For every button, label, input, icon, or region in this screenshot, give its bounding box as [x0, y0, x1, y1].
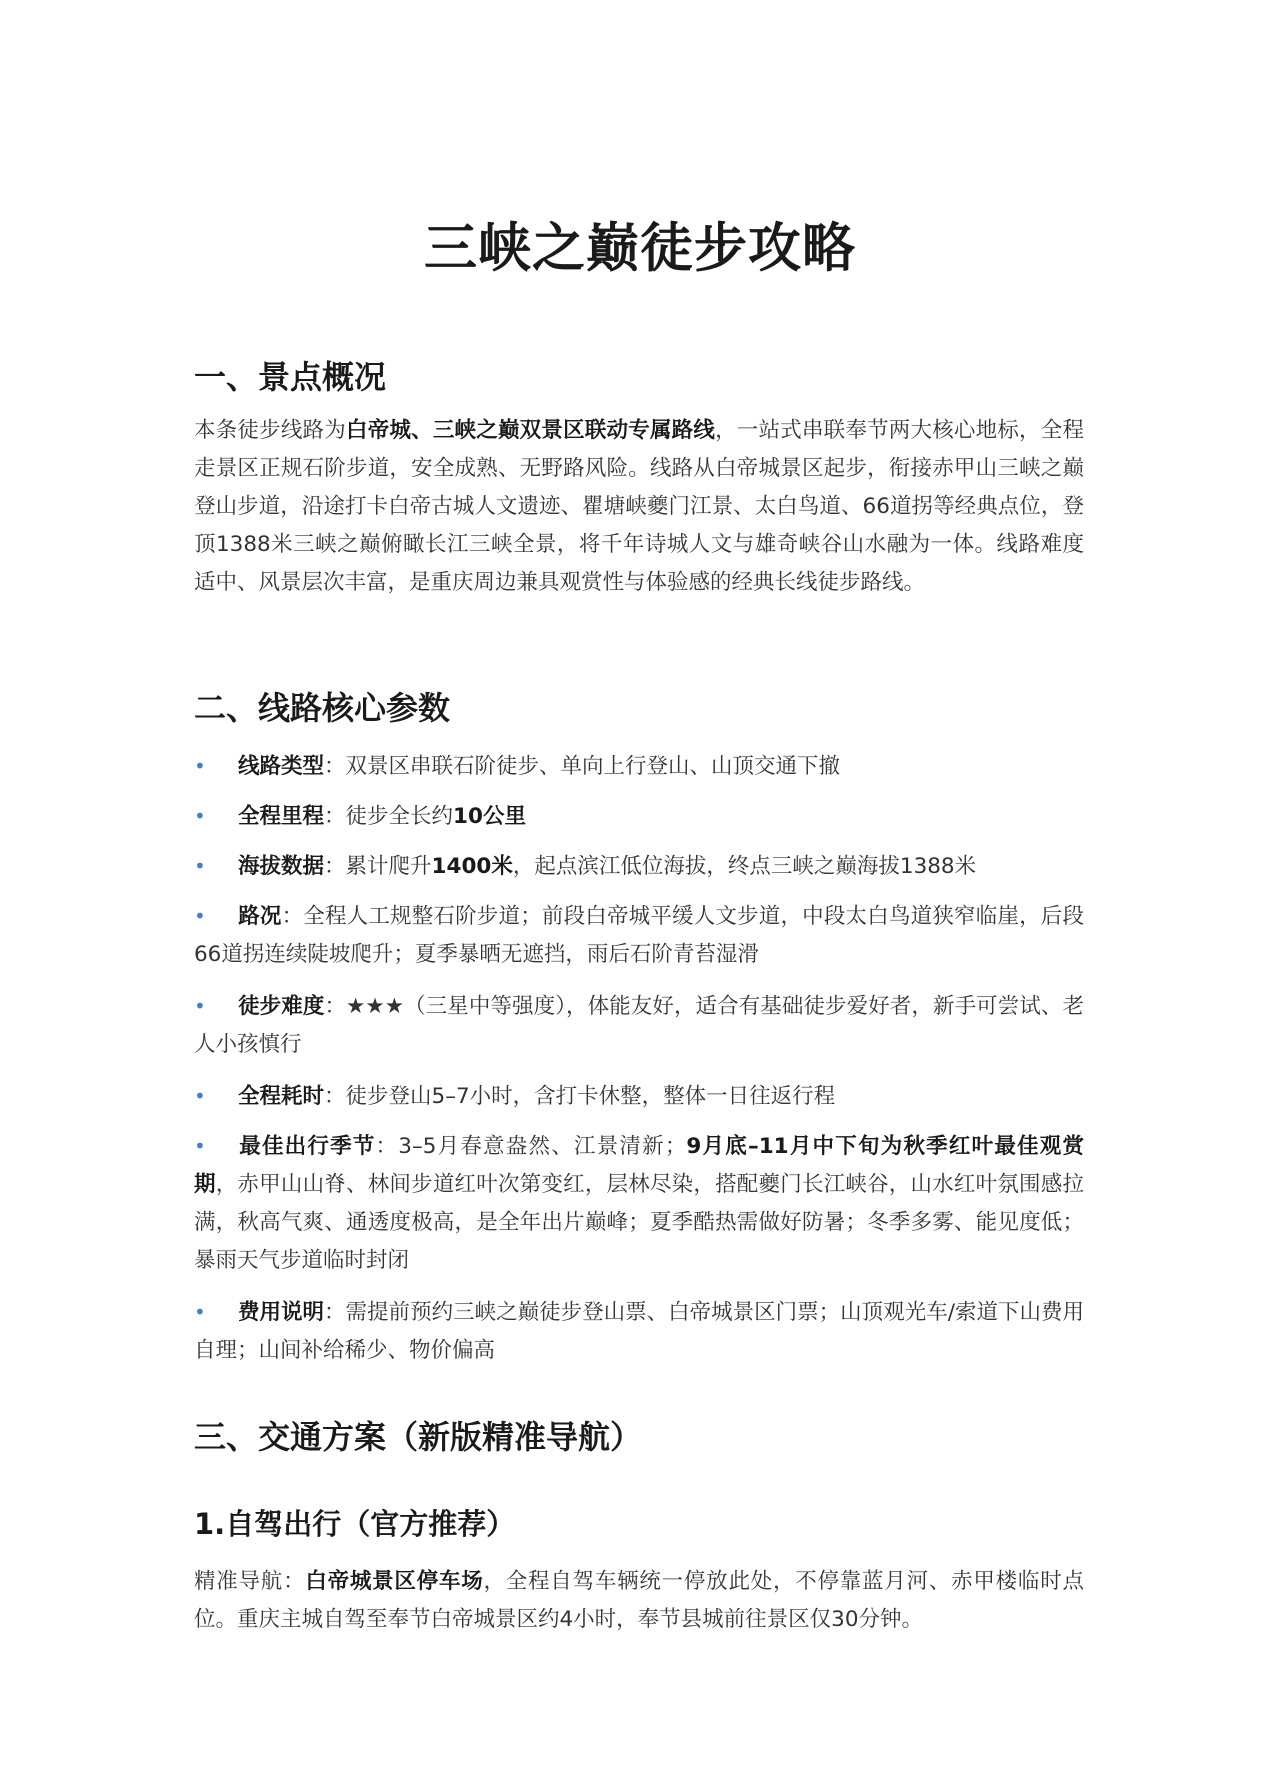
item-sep: ：	[324, 994, 347, 1019]
item-text: 徒步全长约	[345, 804, 454, 829]
bullet-icon: •	[194, 1134, 206, 1158]
bullet-icon: •	[194, 1300, 206, 1324]
list-item	[194, 1077, 1084, 1116]
list-item	[194, 797, 1084, 836]
item-sep: ：	[281, 904, 304, 929]
item-after: ，起点滨江低位海拔，终点三峡之巅海拔1388米	[512, 854, 977, 879]
item-text: 3–5月春意盎然、江景清新；	[398, 1134, 687, 1159]
item-bold: 1400米	[431, 854, 513, 879]
bullet-icon: •	[194, 804, 206, 828]
item-bold: 10公里	[453, 804, 526, 829]
item-bold: 9月底–11月中下旬为秋季红叶最佳观赏期	[194, 1134, 1084, 1197]
item-sep: ：	[324, 804, 346, 829]
bullet-icon: •	[194, 754, 206, 778]
list-item	[194, 1293, 1084, 1370]
item-label: 线路类型	[238, 754, 325, 779]
item-sep: ：	[324, 754, 346, 779]
item-label: 海拔数据	[238, 854, 325, 879]
document-title: 三峡之巅徒步攻略	[424, 218, 856, 279]
item-text: 全程人工规整石阶步道；前段白帝城平缓人文步道，中段太白鸟道狭窄临崖，后段66道拐连续陡坡爬升；夏季暴晒无遮挡，雨后石阶青苔湿滑	[194, 904, 1084, 967]
item-text: 徒步登山5–7小时，含打卡休整，整体一日往返行程	[345, 1084, 836, 1109]
item-label: 徒步难度	[238, 994, 325, 1019]
item-sep: ：	[324, 854, 346, 879]
subheading-self-drive: 1.自驾出行（官方推荐）	[194, 1507, 516, 1541]
item-text: 双景区串联石阶徒步、单向上行登山、山顶交通下撤	[345, 754, 841, 779]
overview-text-rest: ，一站式串联奉节两大核心地标，全程走景区正规石阶步道，安全成熟、无野路风险。线路从白帝城景区起步，衔接赤甲山三峡之巅登山步道，沿途打卡白帝古城人文遗迹、瞿塘峡夔门江景、太白鸟道、66道拐等经典点位，登顶1388米三峡之巅俯瞰长江三峡全景，将千年诗城人文与雄奇峡谷山水融为一体。线路难度适中、风景层次丰富，是重庆周边兼具观赏性与体验感的经典长线徒步路线。	[194, 418, 1084, 595]
nav-prefix: 精准导航：	[194, 1569, 306, 1594]
overview-route-name: 白帝城、三峡之巅双景区联动专属路线	[345, 418, 716, 443]
item-label: 费用说明	[238, 1300, 325, 1325]
item-label: 最佳出行季节	[238, 1134, 376, 1159]
item-sep: ：	[375, 1134, 399, 1159]
section-heading-overview: 一、景点概况	[194, 358, 387, 396]
item-label: 全程里程	[238, 804, 325, 829]
item-label: 路况	[238, 904, 282, 929]
item-text: ★★★（三星中等强度），体能友好，适合有基础徒步爱好者，新手可尝试、老人小孩慎行	[194, 994, 1084, 1057]
item-sep: ：	[324, 1300, 346, 1325]
section-heading-params: 二、线路核心参数	[194, 689, 451, 727]
section-heading-transport: 三、交通方案（新版精准导航）	[194, 1418, 643, 1456]
item-text: 需提前预约三峡之巅徒步登山票、白帝城景区门票；山顶观光车/索道下山费用自理；山间补给稀少、物价偏高	[194, 1300, 1084, 1363]
item-text: 累计爬升	[345, 854, 432, 879]
item-after: ，赤甲山山脊、林间步道红叶次第变红，层林尽染，搭配夔门长江峡谷，山水红叶氛围感拉满，秋高气爽、通透度极高，是全年出片巅峰；夏季酷热需做好防暑；冬季多雾、能见度低；暴雨天气步道临时封闭	[194, 1172, 1084, 1273]
bullet-icon: •	[194, 1084, 206, 1108]
list-item	[194, 747, 1084, 786]
item-sep: ：	[324, 1084, 346, 1109]
list-item	[194, 847, 1084, 886]
overview-text-start: 本条徒步线路为	[194, 418, 346, 443]
overview-paragraph	[194, 412, 1084, 602]
list-item	[194, 987, 1084, 1064]
bullet-icon: •	[194, 904, 206, 928]
bullet-icon: •	[194, 854, 206, 878]
bullet-icon: •	[194, 994, 206, 1018]
nav-destination: 白帝城景区停车场	[305, 1569, 484, 1594]
list-item	[194, 897, 1084, 974]
list-item	[194, 1127, 1084, 1280]
item-label: 全程耗时	[238, 1084, 325, 1109]
self-drive-paragraph	[194, 1563, 1084, 1639]
nav-text-rest: ，全程自驾车辆统一停放此处，不停靠蓝月河、赤甲楼临时点位。重庆主城自驾至奉节白帝城景区约4小时，奉节县城前往景区仅30分钟。	[194, 1569, 1084, 1632]
